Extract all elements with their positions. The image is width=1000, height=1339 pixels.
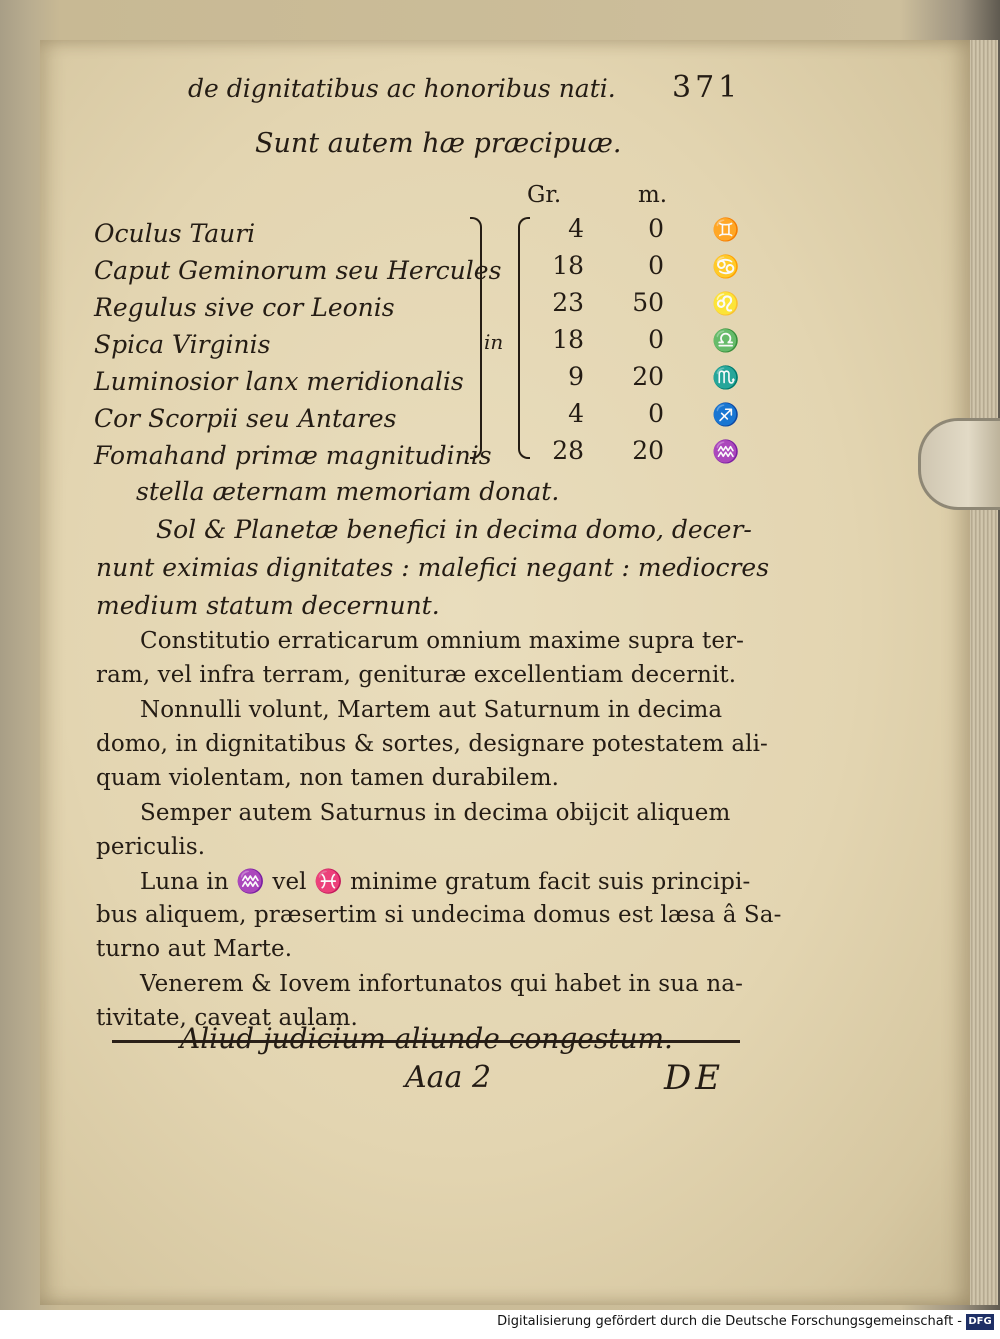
page-number: 371 (672, 70, 742, 105)
text-line: turno aut Marte. (96, 936, 293, 962)
page-clip (918, 418, 1000, 510)
star-name: Fomahand primæ magnitudinis (94, 441, 492, 470)
star-minutes: 0 (648, 251, 664, 280)
star-name: Oculus Tauri (94, 219, 256, 248)
dfg-logo-icon: DFG (966, 1314, 994, 1330)
text-line: ram, vel infra terram, genituræ excellentiam decernit. (96, 662, 737, 688)
star-degrees: 4 (568, 399, 584, 428)
right-bracket (518, 217, 530, 459)
text-line: domo, in dignitatibus & sortes, designare potestatem ali- (96, 731, 768, 757)
zodiac-sign-icon: ♌ (712, 292, 740, 317)
star-degrees: 23 (552, 288, 584, 317)
star-name: Caput Geminorum seu Hercules (94, 256, 502, 285)
column-header-minutes: m. (638, 182, 668, 208)
zodiac-sign-icon: ♊ (712, 218, 740, 243)
zodiac-sign-icon: ♏ (712, 366, 740, 391)
catchword: DE (664, 1058, 725, 1098)
star-degrees: 28 (552, 436, 584, 465)
star-degrees: 9 (568, 362, 584, 391)
text-line: nunt eximias dignitates : malefici negant : mediocres (96, 553, 770, 582)
star-minutes: 0 (648, 325, 664, 354)
column-header-degrees: Gr. (527, 182, 562, 208)
star-degrees: 18 (552, 251, 584, 280)
star-name: Luminosior lanx meridionalis (94, 367, 464, 396)
page-edges (968, 40, 998, 1305)
star-minutes: 0 (648, 214, 664, 243)
star-minutes: 20 (632, 362, 664, 391)
text-line: stella æternam memoriam donat. (136, 477, 560, 506)
text-line: bus aliquem, præsertim si undecima domus est læsa â Sa- (96, 902, 782, 928)
text-line: periculis. (96, 834, 206, 860)
running-head: de dignitatibus ac honoribus nati. (188, 74, 616, 103)
star-degrees: 18 (552, 325, 584, 354)
closing-heading: Aliud judicium aliunde congestum. (180, 1022, 673, 1055)
text-line: Sol & Planetæ benefici in decima domo, decer- (156, 515, 752, 544)
star-minutes: 0 (648, 399, 664, 428)
text-line: Nonnulli volunt, Martem aut Saturnum in decima (140, 697, 723, 723)
section-heading: Sunt autem hæ præcipuæ. (255, 128, 622, 159)
text-line: medium statum decernunt. (96, 591, 440, 620)
left-bracket (470, 217, 482, 459)
star-minutes: 50 (632, 288, 664, 317)
bracket-word: in (484, 330, 504, 354)
text-line: Semper autem Saturnus in decima obijcit aliquem (140, 800, 731, 826)
funding-notice: Digitalisierung gefördert durch die Deutsche Forschungsgemeinschaft - (497, 1314, 962, 1329)
text-line: tivitate, caveat aulam. (96, 1005, 358, 1031)
zodiac-sign-icon: ♐ (712, 403, 740, 428)
text-line: Constitutio erraticarum omnium maxime supra ter- (140, 628, 745, 654)
text-line: quam violentam, non tamen durabilem. (96, 765, 560, 791)
zodiac-sign-icon: ♒ (712, 440, 740, 465)
signature-mark: Aaa 2 (405, 1060, 492, 1095)
star-name: Regulus sive cor Leonis (94, 293, 395, 322)
star-degrees: 4 (568, 214, 584, 243)
zodiac-sign-icon: ♋ (712, 255, 740, 280)
zodiac-sign-icon: ♎ (712, 329, 740, 354)
text-line: Venerem & Iovem infortunatos qui habet in sua na- (140, 971, 743, 997)
star-name: Cor Scorpii seu Antares (94, 404, 397, 433)
star-minutes: 20 (632, 436, 664, 465)
text-line: Luna in ♒ vel ♓ minime gratum facit suis principi- (140, 869, 751, 895)
star-name: Spica Virginis (94, 330, 271, 359)
